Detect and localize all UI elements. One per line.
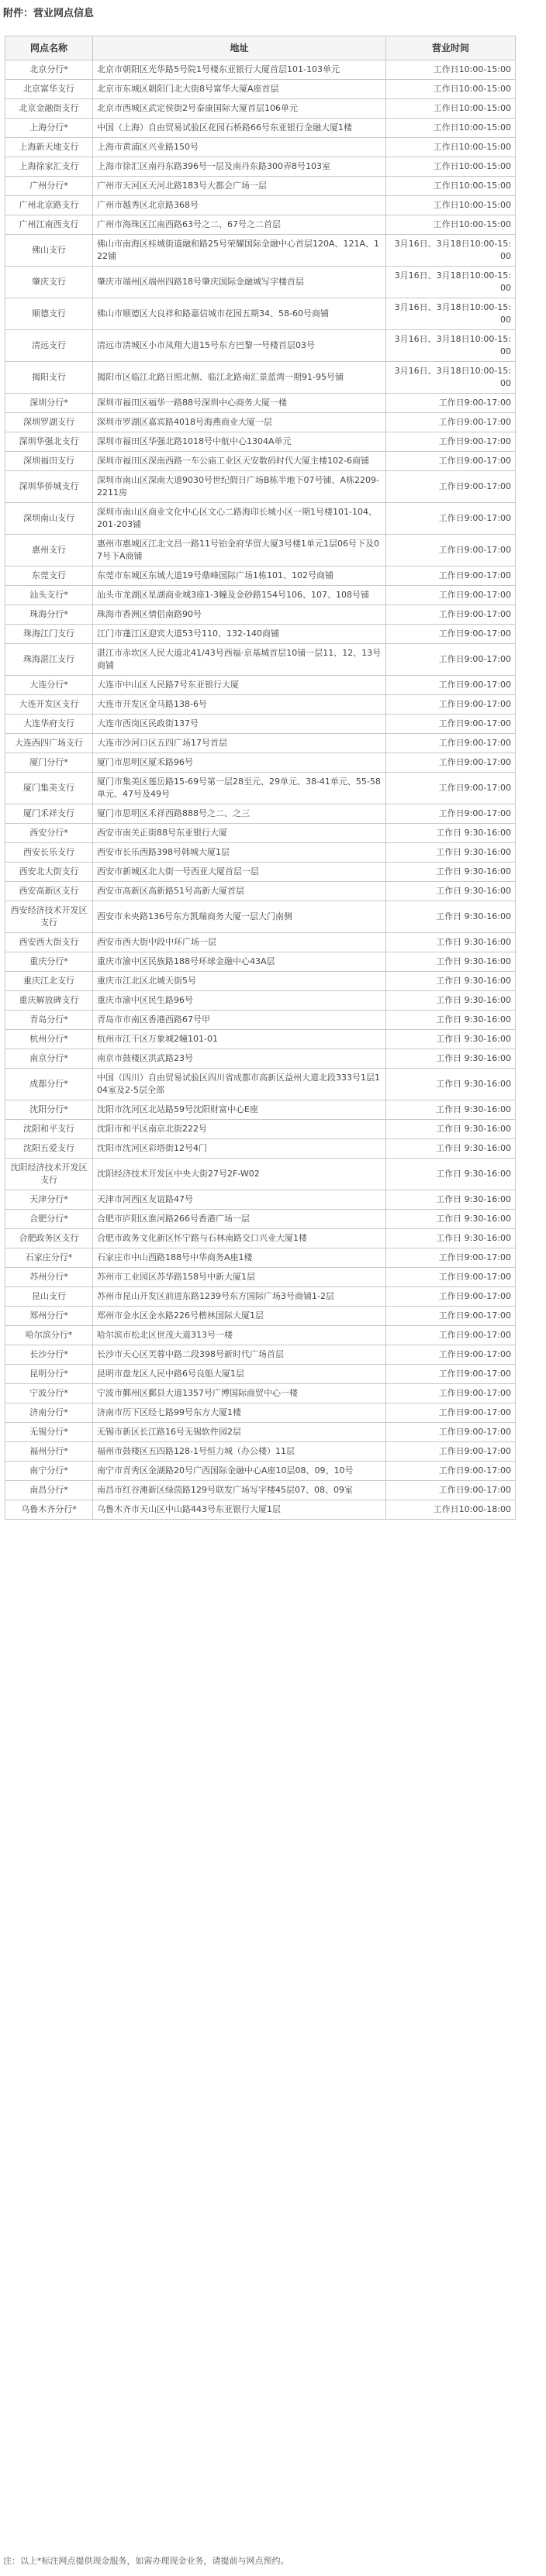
branch-name-cell: 厦门分行* — [5, 753, 93, 773]
address-cell: 合肥市政务文化新区怀宁路与石林南路交口兴业大厦1楼 — [93, 1229, 386, 1248]
table-row — [5, 1403, 516, 1423]
branch-name-cell: 北京富华支行 — [5, 80, 93, 99]
branch-name-cell: 汕头支行* — [5, 586, 93, 605]
address-cell: 西安市南关正街88号东亚银行大厦 — [93, 824, 386, 843]
table-row — [5, 235, 516, 267]
address-cell: 乌鲁木齐市天山区中山路443号东亚银行大厦1层 — [93, 1500, 386, 1520]
hours-cell: 工作日9:00-17:00 — [386, 432, 516, 452]
branch-name-cell: 天津分行* — [5, 1190, 93, 1210]
branch-name-cell: 珠海江门支行 — [5, 625, 93, 644]
table-row — [5, 972, 516, 991]
hours-cell: 3月16日、3月18日10:00-15:00 — [386, 235, 516, 267]
address-cell: 杭州市江干区万象城2幢101-01 — [93, 1030, 386, 1049]
table-row — [5, 605, 516, 625]
address-cell: 北京市西城区武定侯街2号泰康国际大厦首层106单元 — [93, 99, 386, 119]
table-row — [5, 901, 516, 933]
hours-cell: 3月16日、3月18日10:00-15:00 — [386, 267, 516, 298]
table-row — [5, 1423, 516, 1442]
hours-cell: 工作日9:00-17:00 — [386, 1326, 516, 1345]
table-row — [5, 1345, 516, 1365]
branch-name-cell: 石家庄分行* — [5, 1248, 93, 1268]
branch-name-cell: 西安高新区支行 — [5, 882, 93, 901]
hours-cell: 工作日 9:30-16:00 — [386, 1100, 516, 1120]
address-cell: 惠州市惠城区江北文昌一路11号铂金府华贸大厦3号楼1单元1层06号下及07号下A商铺 — [93, 535, 386, 567]
address-cell: 上海市黄浦区兴业路150号 — [93, 138, 386, 157]
table-row — [5, 330, 516, 362]
table-row — [5, 753, 516, 773]
branch-name-cell: 厦门禾祥支行 — [5, 804, 93, 824]
branch-name-cell: 深圳华强北支行 — [5, 432, 93, 452]
branch-name-cell: 深圳华侨城支行 — [5, 471, 93, 503]
branch-name-cell: 西安分行* — [5, 824, 93, 843]
hours-cell: 工作日 9:30-16:00 — [386, 901, 516, 933]
table-row — [5, 394, 516, 413]
address-cell: 沈阳市和平区南京北街222号 — [93, 1120, 386, 1139]
hours-cell: 工作日9:00-17:00 — [386, 1442, 516, 1462]
table-row — [5, 471, 516, 503]
hours-cell: 工作日9:00-17:00 — [386, 1307, 516, 1326]
hours-cell: 工作日 9:30-16:00 — [386, 1190, 516, 1210]
branch-name-cell: 南宁分行* — [5, 1462, 93, 1481]
table-row — [5, 215, 516, 235]
address-cell: 中国（上海）自由贸易试验区花园石桥路66号东亚银行金融大厦1楼 — [93, 119, 386, 138]
address-cell: 北京市朝阳区光华路5号院1号楼东亚银行大厦首层101-103单元 — [93, 60, 386, 80]
branch-name-cell: 西安西大街支行 — [5, 933, 93, 952]
hours-cell: 工作日10:00-18:00 — [386, 1500, 516, 1520]
branch-name-cell: 郑州分行* — [5, 1307, 93, 1326]
address-cell: 石家庄市中山西路188号中华商务A座1楼 — [93, 1248, 386, 1268]
address-cell: 厦门市思明区厦禾路96号 — [93, 753, 386, 773]
table-row — [5, 1462, 516, 1481]
table-row — [5, 99, 516, 119]
address-cell: 西安市长乐西路398号韩城大厦1层 — [93, 843, 386, 863]
address-cell: 深圳市南山区深南大道9030号世纪假日广场B栋半地下07号铺、A栋2209-2211房 — [93, 471, 386, 503]
branch-name-cell: 无锡分行* — [5, 1423, 93, 1442]
table-row — [5, 177, 516, 196]
table-row — [5, 1365, 516, 1384]
table-row — [5, 882, 516, 901]
address-cell: 广州市越秀区北京路368号 — [93, 196, 386, 215]
column-header-hours: 营业时间 — [386, 36, 516, 60]
hours-cell: 工作日9:00-17:00 — [386, 1345, 516, 1365]
address-cell: 福州市鼓楼区五四路128-1号恒力城（办公楼）11层 — [93, 1442, 386, 1462]
hours-cell: 工作日9:00-17:00 — [386, 1384, 516, 1403]
branch-name-cell: 上海徐家汇支行 — [5, 157, 93, 177]
hours-cell: 工作日9:00-17:00 — [386, 734, 516, 753]
hours-cell: 工作日9:00-17:00 — [386, 535, 516, 567]
address-cell: 苏州市昆山开发区前进东路1239号东方国际广场3号商铺1-2层 — [93, 1287, 386, 1307]
hours-cell: 工作日9:00-17:00 — [386, 1365, 516, 1384]
address-cell: 南宁市青秀区金湖路20号广西国际金融中心A座10层08、09、10号 — [93, 1462, 386, 1481]
hours-cell: 工作日 9:30-16:00 — [386, 1069, 516, 1100]
address-cell: 大连市沙河口区五四广场17号首层 — [93, 734, 386, 753]
address-cell: 深圳市福田区华强北路1018号中航中心1304A单元 — [93, 432, 386, 452]
table-row — [5, 413, 516, 432]
hours-cell: 工作日9:00-17:00 — [386, 1248, 516, 1268]
hours-cell: 工作日9:00-17:00 — [386, 567, 516, 586]
address-cell: 深圳市福田区深南西路一车公庙工业区天安数码时代大厦主楼102-6商铺 — [93, 452, 386, 471]
address-cell: 西安市西大街中段中环广场一层 — [93, 933, 386, 952]
address-cell: 湛江市赤坎区人民大道北41/43号西福·京基城首层10铺一层11、12、13号商铺 — [93, 644, 386, 676]
hours-cell: 工作日9:00-17:00 — [386, 413, 516, 432]
address-cell: 大连市开发区金马路138-6号 — [93, 695, 386, 715]
column-header-name: 网点名称 — [5, 36, 93, 60]
table-row — [5, 1287, 516, 1307]
address-cell: 昆明市盘龙区人民中路6号良船大厦1层 — [93, 1365, 386, 1384]
hours-cell: 工作日 9:30-16:00 — [386, 933, 516, 952]
address-cell: 西安市新城区北大街一号西亚大厦首层一层 — [93, 863, 386, 882]
hours-cell: 工作日10:00-15:00 — [386, 119, 516, 138]
address-cell: 无锡市新区长江路16号无锡软件园2层 — [93, 1423, 386, 1442]
table-row — [5, 1229, 516, 1248]
table-row — [5, 362, 516, 394]
address-cell: 厦门市思明区禾祥西路888号之二、之三 — [93, 804, 386, 824]
branch-name-cell: 杭州分行* — [5, 1030, 93, 1049]
hours-cell: 工作日10:00-15:00 — [386, 177, 516, 196]
hours-cell: 工作日9:00-17:00 — [386, 503, 516, 535]
address-cell: 揭阳市区临江北路日照北侧、临江北路南汇景蓝湾一期91-95号铺 — [93, 362, 386, 394]
branch-name-cell: 厦门集美支行 — [5, 773, 93, 804]
table-row — [5, 734, 516, 753]
branch-name-cell: 重庆江北支行 — [5, 972, 93, 991]
hours-cell: 3月16日、3月18日10:00-15:00 — [386, 362, 516, 394]
branch-name-cell: 北京分行* — [5, 60, 93, 80]
branch-name-cell: 重庆分行* — [5, 952, 93, 972]
branch-name-cell: 沈阳分行* — [5, 1100, 93, 1120]
hours-cell: 3月16日、3月18日10:00-15:00 — [386, 330, 516, 362]
table-row — [5, 1384, 516, 1403]
hours-cell: 工作日 9:30-16:00 — [386, 972, 516, 991]
address-cell: 沈阳经济技术开发区中央大街27号2F-W02 — [93, 1159, 386, 1190]
table-row — [5, 1326, 516, 1345]
address-cell: 江门市蓬江区迎宾大道53号110、132-140商铺 — [93, 625, 386, 644]
address-cell: 大连市中山区人民路7号东亚银行大厦 — [93, 676, 386, 695]
table-row — [5, 1500, 516, 1520]
branch-name-cell: 长沙分行* — [5, 1345, 93, 1365]
table-row — [5, 843, 516, 863]
hours-cell: 工作日9:00-17:00 — [386, 753, 516, 773]
table-row — [5, 933, 516, 952]
branch-name-cell: 珠海湛江支行 — [5, 644, 93, 676]
hours-cell: 工作日9:00-17:00 — [386, 804, 516, 824]
hours-cell: 工作日10:00-15:00 — [386, 196, 516, 215]
branch-name-cell: 西安经济技术开发区支行 — [5, 901, 93, 933]
address-cell: 南昌市红谷滩新区绿茵路129号联发广场写字楼45层07、08、09室 — [93, 1481, 386, 1500]
hours-cell: 工作日10:00-15:00 — [386, 60, 516, 80]
table-row — [5, 60, 516, 80]
table-row — [5, 863, 516, 882]
address-cell: 西安市高新区高新路51号高新大厦首层 — [93, 882, 386, 901]
address-cell: 合肥市庐阳区淮河路266号香港广场一层 — [93, 1210, 386, 1229]
branch-name-cell: 苏州分行* — [5, 1268, 93, 1287]
branch-name-cell: 西安北大街支行 — [5, 863, 93, 882]
hours-cell: 工作日9:00-17:00 — [386, 1287, 516, 1307]
branch-name-cell: 哈尔滨分行* — [5, 1326, 93, 1345]
hours-cell: 工作日9:00-17:00 — [386, 605, 516, 625]
table-row — [5, 119, 516, 138]
table-row — [5, 196, 516, 215]
table-row — [5, 503, 516, 535]
hours-cell: 工作日 9:30-16:00 — [386, 1229, 516, 1248]
hours-cell: 工作日 9:30-16:00 — [386, 1210, 516, 1229]
branch-name-cell: 青岛分行* — [5, 1011, 93, 1030]
branch-name-cell: 乌鲁木齐分行* — [5, 1500, 93, 1520]
branch-name-cell: 珠海分行* — [5, 605, 93, 625]
table-body — [5, 60, 516, 1520]
table-row — [5, 676, 516, 695]
table-row — [5, 157, 516, 177]
table-row — [5, 824, 516, 843]
branch-name-cell: 南昌分行* — [5, 1481, 93, 1500]
address-cell: 深圳市罗湖区嘉宾路4018号海燕商业大厦一层 — [93, 413, 386, 432]
hours-cell: 工作日9:00-17:00 — [386, 471, 516, 503]
hours-cell: 工作日9:00-17:00 — [386, 625, 516, 644]
address-cell: 哈尔滨市松北区世茂大道313号一楼 — [93, 1326, 386, 1345]
branch-name-cell: 成都分行* — [5, 1069, 93, 1100]
table-row — [5, 1030, 516, 1049]
hours-cell: 工作日9:00-17:00 — [386, 715, 516, 734]
address-cell: 大连市西岗区民政街137号 — [93, 715, 386, 734]
table-row — [5, 952, 516, 972]
hours-cell: 工作日9:00-17:00 — [386, 1423, 516, 1442]
hours-cell: 工作日 9:30-16:00 — [386, 1011, 516, 1030]
address-cell: 重庆市江北区北城天街5号 — [93, 972, 386, 991]
hours-cell: 工作日 9:30-16:00 — [386, 1030, 516, 1049]
branch-name-cell: 上海新天地支行 — [5, 138, 93, 157]
branch-name-cell: 佛山支行 — [5, 235, 93, 267]
table-row — [5, 567, 516, 586]
address-cell: 重庆市渝中区民族路188号环球金融中心43A层 — [93, 952, 386, 972]
address-cell: 广州市海珠区江南西路63号之二、67号之二首层 — [93, 215, 386, 235]
table-row — [5, 1268, 516, 1287]
table-row — [5, 267, 516, 298]
hours-cell: 工作日10:00-15:00 — [386, 99, 516, 119]
table-row — [5, 695, 516, 715]
branch-name-cell: 东莞支行 — [5, 567, 93, 586]
address-cell: 苏州市工业园区苏华路158号中新大厦1层 — [93, 1268, 386, 1287]
branch-name-cell: 大连华府支行 — [5, 715, 93, 734]
address-cell: 长沙市天心区芙蓉中路二段398号新时代广场首层 — [93, 1345, 386, 1365]
address-cell: 青岛市市南区香港西路67号甲 — [93, 1011, 386, 1030]
table-row — [5, 1049, 516, 1069]
branch-name-cell: 沈阳五爱支行 — [5, 1139, 93, 1159]
address-cell: 佛山市顺德区大良祥和路嘉信城市花园五期34、58-60号商铺 — [93, 298, 386, 330]
branch-name-cell: 清远支行 — [5, 330, 93, 362]
table-header-row — [5, 36, 516, 60]
hours-cell: 工作日9:00-17:00 — [386, 644, 516, 676]
branch-name-cell: 大连分行* — [5, 676, 93, 695]
hours-cell: 工作日 9:30-16:00 — [386, 991, 516, 1011]
address-cell: 北京市东城区朝阳门北大街8号富华大厦A座首层 — [93, 80, 386, 99]
table-row — [5, 804, 516, 824]
hours-cell: 工作日 9:30-16:00 — [386, 863, 516, 882]
column-header-address: 地址 — [93, 36, 386, 60]
address-cell: 汕头市龙湖区星湖商业城3座1-3幢及金砂路154号106、107、108号铺 — [93, 586, 386, 605]
address-cell: 深圳市南山区商业文化中心区文心二路海印长城小区一期1号楼101-104、201-203铺 — [93, 503, 386, 535]
branch-name-cell: 沈阳和平支行 — [5, 1120, 93, 1139]
branch-name-cell: 西安长乐支行 — [5, 843, 93, 863]
hours-cell: 工作日9:00-17:00 — [386, 452, 516, 471]
table-row — [5, 991, 516, 1011]
address-cell: 重庆市渝中区民生路96号 — [93, 991, 386, 1011]
address-cell: 东莞市东城区东城大道19号鼎峰国际广场1栋101、102号商铺 — [93, 567, 386, 586]
hours-cell: 工作日9:00-17:00 — [386, 1403, 516, 1423]
branch-name-cell: 揭阳支行 — [5, 362, 93, 394]
address-cell: 郑州市金水区金水路226号楷林国际大厦1层 — [93, 1307, 386, 1326]
address-cell: 中国（四川）自由贸易试验区四川省成都市高新区益州大道北段333号1层104室及2-5层全部 — [93, 1069, 386, 1100]
branch-name-cell: 肇庆支行 — [5, 267, 93, 298]
hours-cell: 工作日9:00-17:00 — [386, 1462, 516, 1481]
hours-cell: 工作日 9:30-16:00 — [386, 1120, 516, 1139]
hours-cell: 工作日9:00-17:00 — [386, 586, 516, 605]
table-row — [5, 1100, 516, 1120]
branch-name-cell: 昆山支行 — [5, 1287, 93, 1307]
hours-cell: 工作日 9:30-16:00 — [386, 882, 516, 901]
branch-name-cell: 上海分行* — [5, 119, 93, 138]
hours-cell: 工作日 9:30-16:00 — [386, 824, 516, 843]
table-row — [5, 773, 516, 804]
branch-name-cell: 广州分行* — [5, 177, 93, 196]
branch-name-cell: 顺德支行 — [5, 298, 93, 330]
table-row — [5, 1159, 516, 1190]
address-cell: 南京市鼓楼区洪武路23号 — [93, 1049, 386, 1069]
branch-name-cell: 北京金融街支行 — [5, 99, 93, 119]
hours-cell: 工作日 9:30-16:00 — [386, 1159, 516, 1190]
table-row — [5, 1120, 516, 1139]
table-row — [5, 1139, 516, 1159]
table-row — [5, 1190, 516, 1210]
table-row — [5, 1481, 516, 1500]
table-row — [5, 1248, 516, 1268]
address-cell: 济南市历下区经七路99号东方大厦1楼 — [93, 1403, 386, 1423]
address-cell: 广州市天河区天河北路183号大都会广场一层 — [93, 177, 386, 196]
table-row — [5, 1442, 516, 1462]
branch-name-cell: 宁波分行* — [5, 1384, 93, 1403]
address-cell: 沈阳市沈河区北站路59号沈阳财富中心E座 — [93, 1100, 386, 1120]
branch-name-cell: 合肥分行* — [5, 1210, 93, 1229]
branch-name-cell: 惠州支行 — [5, 535, 93, 567]
hours-cell: 工作日9:00-17:00 — [386, 1268, 516, 1287]
address-cell: 肇庆市端州区端州四路18号肇庆国际金融城写字楼首层 — [93, 267, 386, 298]
hours-cell: 工作日9:00-17:00 — [386, 695, 516, 715]
branch-name-cell: 深圳分行* — [5, 394, 93, 413]
table-row — [5, 452, 516, 471]
hours-cell: 工作日10:00-15:00 — [386, 215, 516, 235]
hours-cell: 工作日10:00-15:00 — [386, 80, 516, 99]
table-row — [5, 138, 516, 157]
branch-name-cell: 深圳南山支行 — [5, 503, 93, 535]
table-row — [5, 298, 516, 330]
branch-name-cell: 大连开发区支行 — [5, 695, 93, 715]
branch-name-cell: 广州江南西支行 — [5, 215, 93, 235]
branch-name-cell: 济南分行* — [5, 1403, 93, 1423]
table-row — [5, 625, 516, 644]
table-row — [5, 432, 516, 452]
table-row — [5, 715, 516, 734]
table-row — [5, 1011, 516, 1030]
branch-name-cell: 沈阳经济技术开发区支行 — [5, 1159, 93, 1190]
table-row — [5, 644, 516, 676]
branch-name-cell: 深圳罗湖支行 — [5, 413, 93, 432]
table-row — [5, 535, 516, 567]
table-row — [5, 80, 516, 99]
branch-table — [5, 36, 516, 1520]
hours-cell: 工作日 9:30-16:00 — [386, 1139, 516, 1159]
address-cell: 宁波市鄞州区鄞县大道1357号广博国际商贸中心一楼 — [93, 1384, 386, 1403]
hours-cell: 工作日 9:30-16:00 — [386, 1049, 516, 1069]
branch-name-cell: 福州分行* — [5, 1442, 93, 1462]
hours-cell: 工作日10:00-15:00 — [386, 157, 516, 177]
address-cell: 清远市清城区小市凤翔大道15号东方巴黎一号楼首层03号 — [93, 330, 386, 362]
hours-cell: 工作日9:00-17:00 — [386, 394, 516, 413]
branch-name-cell: 昆明分行* — [5, 1365, 93, 1384]
address-cell: 沈阳市沈河区彩塔街12号4门 — [93, 1139, 386, 1159]
hours-cell: 工作日9:00-17:00 — [386, 773, 516, 804]
table-row — [5, 586, 516, 605]
table-row — [5, 1069, 516, 1100]
address-cell: 西安市未央路136号东方凯瑞商务大厦一层大门南侧 — [93, 901, 386, 933]
address-cell: 佛山市南海区桂城街道融和路25号荣耀国际金融中心首层120A、121A、122铺 — [93, 235, 386, 267]
address-cell: 厦门市集美区莲岳路15-69号第一层28至元、29单元、38-41单元、55-58单元、47号及49号 — [93, 773, 386, 804]
branch-name-cell: 大连西四广场支行 — [5, 734, 93, 753]
hours-cell: 3月16日、3月18日10:00-15:00 — [386, 298, 516, 330]
address-cell: 珠海市香洲区情侣南路90号 — [93, 605, 386, 625]
hours-cell: 工作日10:00-15:00 — [386, 138, 516, 157]
branch-name-cell: 南京分行* — [5, 1049, 93, 1069]
branch-name-cell: 广州北京路支行 — [5, 196, 93, 215]
hours-cell: 工作日9:00-17:00 — [386, 1481, 516, 1500]
page-title: 附件：营业网点信息 — [3, 8, 95, 19]
address-cell: 上海市徐汇区南丹东路396号一层及南丹东路300弄8号103室 — [93, 157, 386, 177]
table-row — [5, 1210, 516, 1229]
branch-name-cell: 深圳福田支行 — [5, 452, 93, 471]
address-cell: 天津市河西区友谊路47号 — [93, 1190, 386, 1210]
branch-name-cell: 合肥政务区支行 — [5, 1229, 93, 1248]
hours-cell: 工作日9:00-17:00 — [386, 676, 516, 695]
footnote: 注：以上*标注网点提供现金服务，如需办理现金业务，请提前与网点预约。 — [3, 2556, 289, 2566]
branch-name-cell: 重庆解放碑支行 — [5, 991, 93, 1011]
address-cell: 深圳市福田区福华一路88号深圳中心商务大厦一楼 — [93, 394, 386, 413]
table-row — [5, 1307, 516, 1326]
hours-cell: 工作日 9:30-16:00 — [386, 843, 516, 863]
hours-cell: 工作日 9:30-16:00 — [386, 952, 516, 972]
